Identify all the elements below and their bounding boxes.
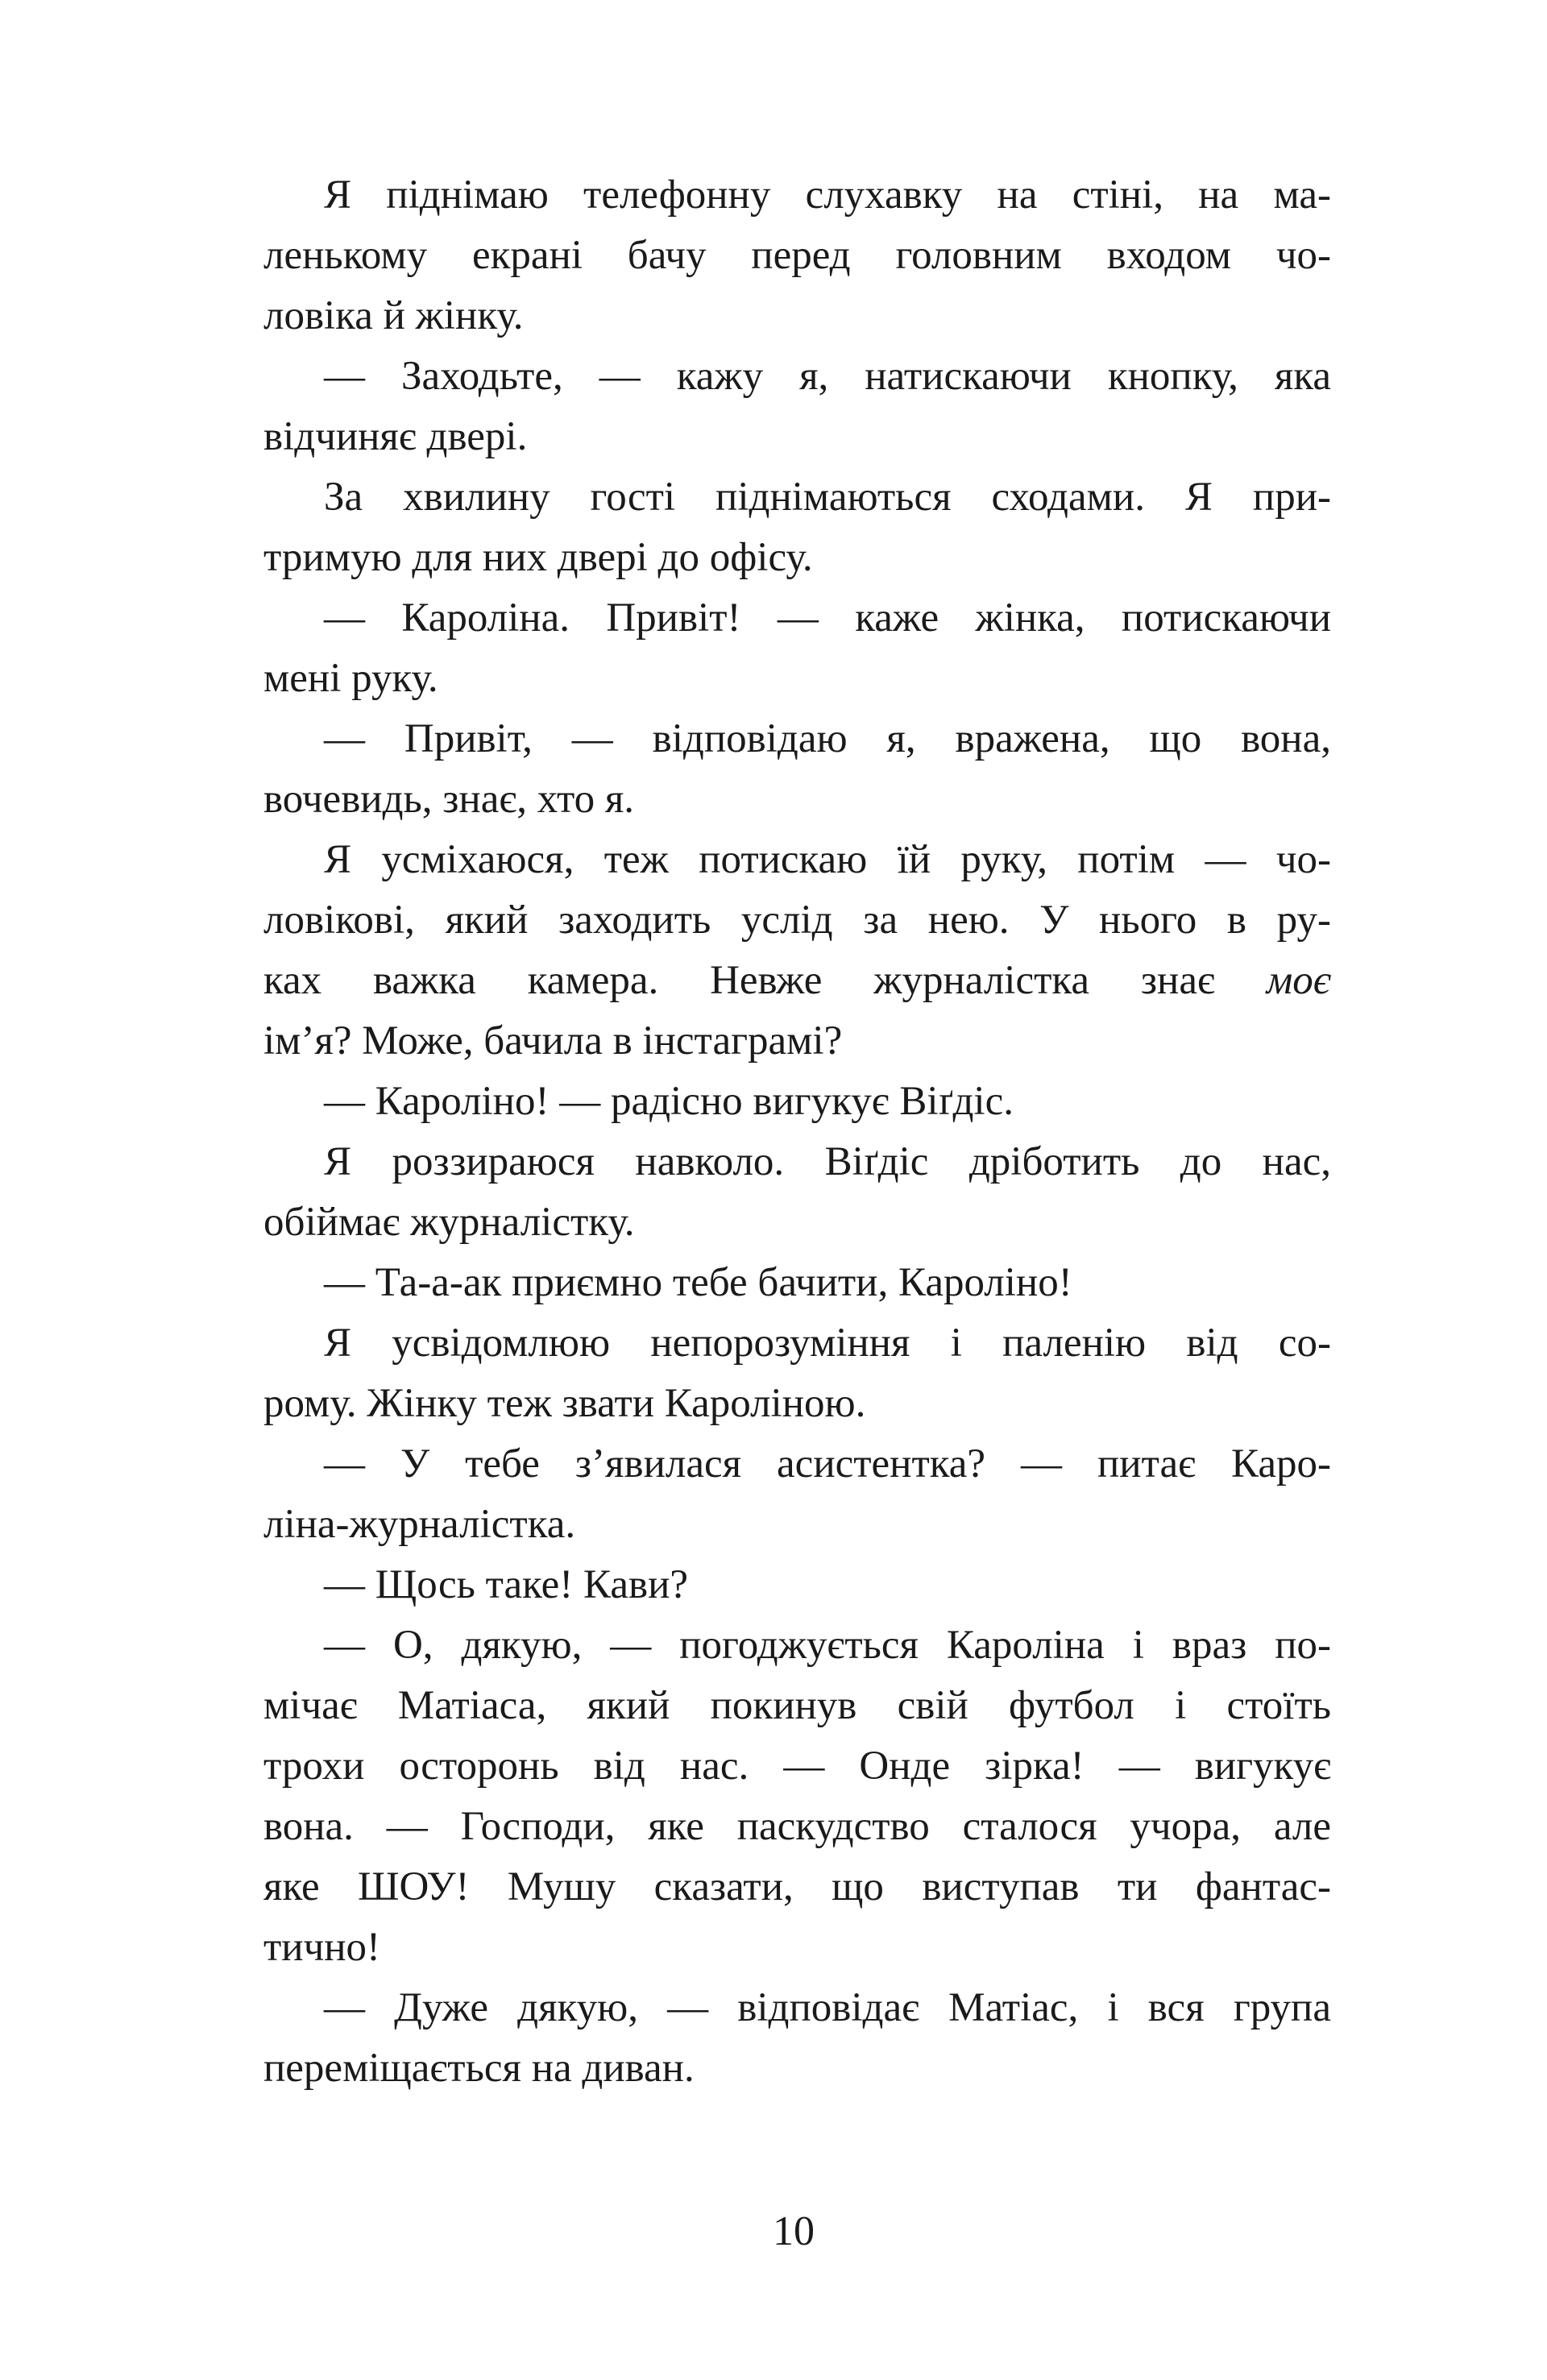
text-line: ліна-журналістка. [263,1502,576,1547]
text-line: Я усміхаюся, теж потискаю їй руку, потім — чо- [324,837,1331,882]
text-line: — Щось таке! Кави? [324,1562,689,1607]
text-line: обіймає журналістку. [263,1200,635,1245]
text-line: — Привіт, — відповідаю я, вражена, що вона, [324,716,1331,761]
page-number: 10 [773,2208,815,2254]
text-line: вона. — Господи, яке паскудство сталося учора, але [263,1804,1331,1849]
text-line: вочевидь, знає, хто я. [263,777,635,822]
text-line: рому. Жінку теж звати Кароліною. [263,1381,866,1426]
text-line: — Кароліно! — радісно вигукує Віґдіс. [324,1079,1014,1124]
text-line: — Кароліна. Привіт! — каже жінка, потискаючи [324,595,1331,641]
text-line: — У тебе з’явилася асистентка? — питає Каро- [324,1441,1331,1486]
text-line: ловікові, який заходить услід за нею. У нього в ру- [263,898,1331,943]
text-line: мічає Матіаса, який покинув свій футбол і стоїть [263,1683,1331,1728]
text-line: тримую для них двері до офісу. [263,535,813,580]
text-line: мені руку. [263,656,438,701]
text-line: тично! [263,1925,381,1970]
text-line: Я усвідомлюю непорозуміння і паленію від со- [324,1321,1331,1366]
emphasized-word: моє [1266,958,1331,1003]
text-line: — О, дякую, — погоджується Кароліна і враз по- [324,1623,1331,1668]
text-line: Я роззираюся навколо. Віґдіс дріботить до нас, [324,1139,1331,1184]
text-line: За хвилину гості піднімаються сходами. Я при- [324,475,1331,520]
text-segment: ках важка камера. Невже журналістка знає [263,958,1267,1003]
text-line: яке ШОУ! Мушу сказати, що виступав ти фантас- [263,1864,1331,1909]
text-line: — Дуже дякую, — відповідає Матіас, і вся група [324,1985,1331,2030]
body-text [263,165,1331,2099]
text-line: відчиняє двері. [263,414,528,459]
text-line: — Заходьте, — кажу я, натискаючи кнопку, яка [324,354,1331,399]
text-line: ленькому екрані бачу перед головним входом чо- [263,233,1331,278]
text-line: — Та-а-ак приємно тебе бачити, Кароліно! [324,1260,1072,1305]
text-line: переміщається на диван. [263,2046,695,2091]
text-line: ім’я? Може, бачила в інстаграмі? [263,1018,843,1064]
text-line: трохи осторонь від нас. — Онде зірка! — вигукує [263,1744,1331,1789]
text-line: ловіка й жінку. [263,293,524,338]
text-line: Я піднімаю телефонну слухавку на стіні, на ма- [324,172,1331,218]
text-line [263,951,1331,1011]
